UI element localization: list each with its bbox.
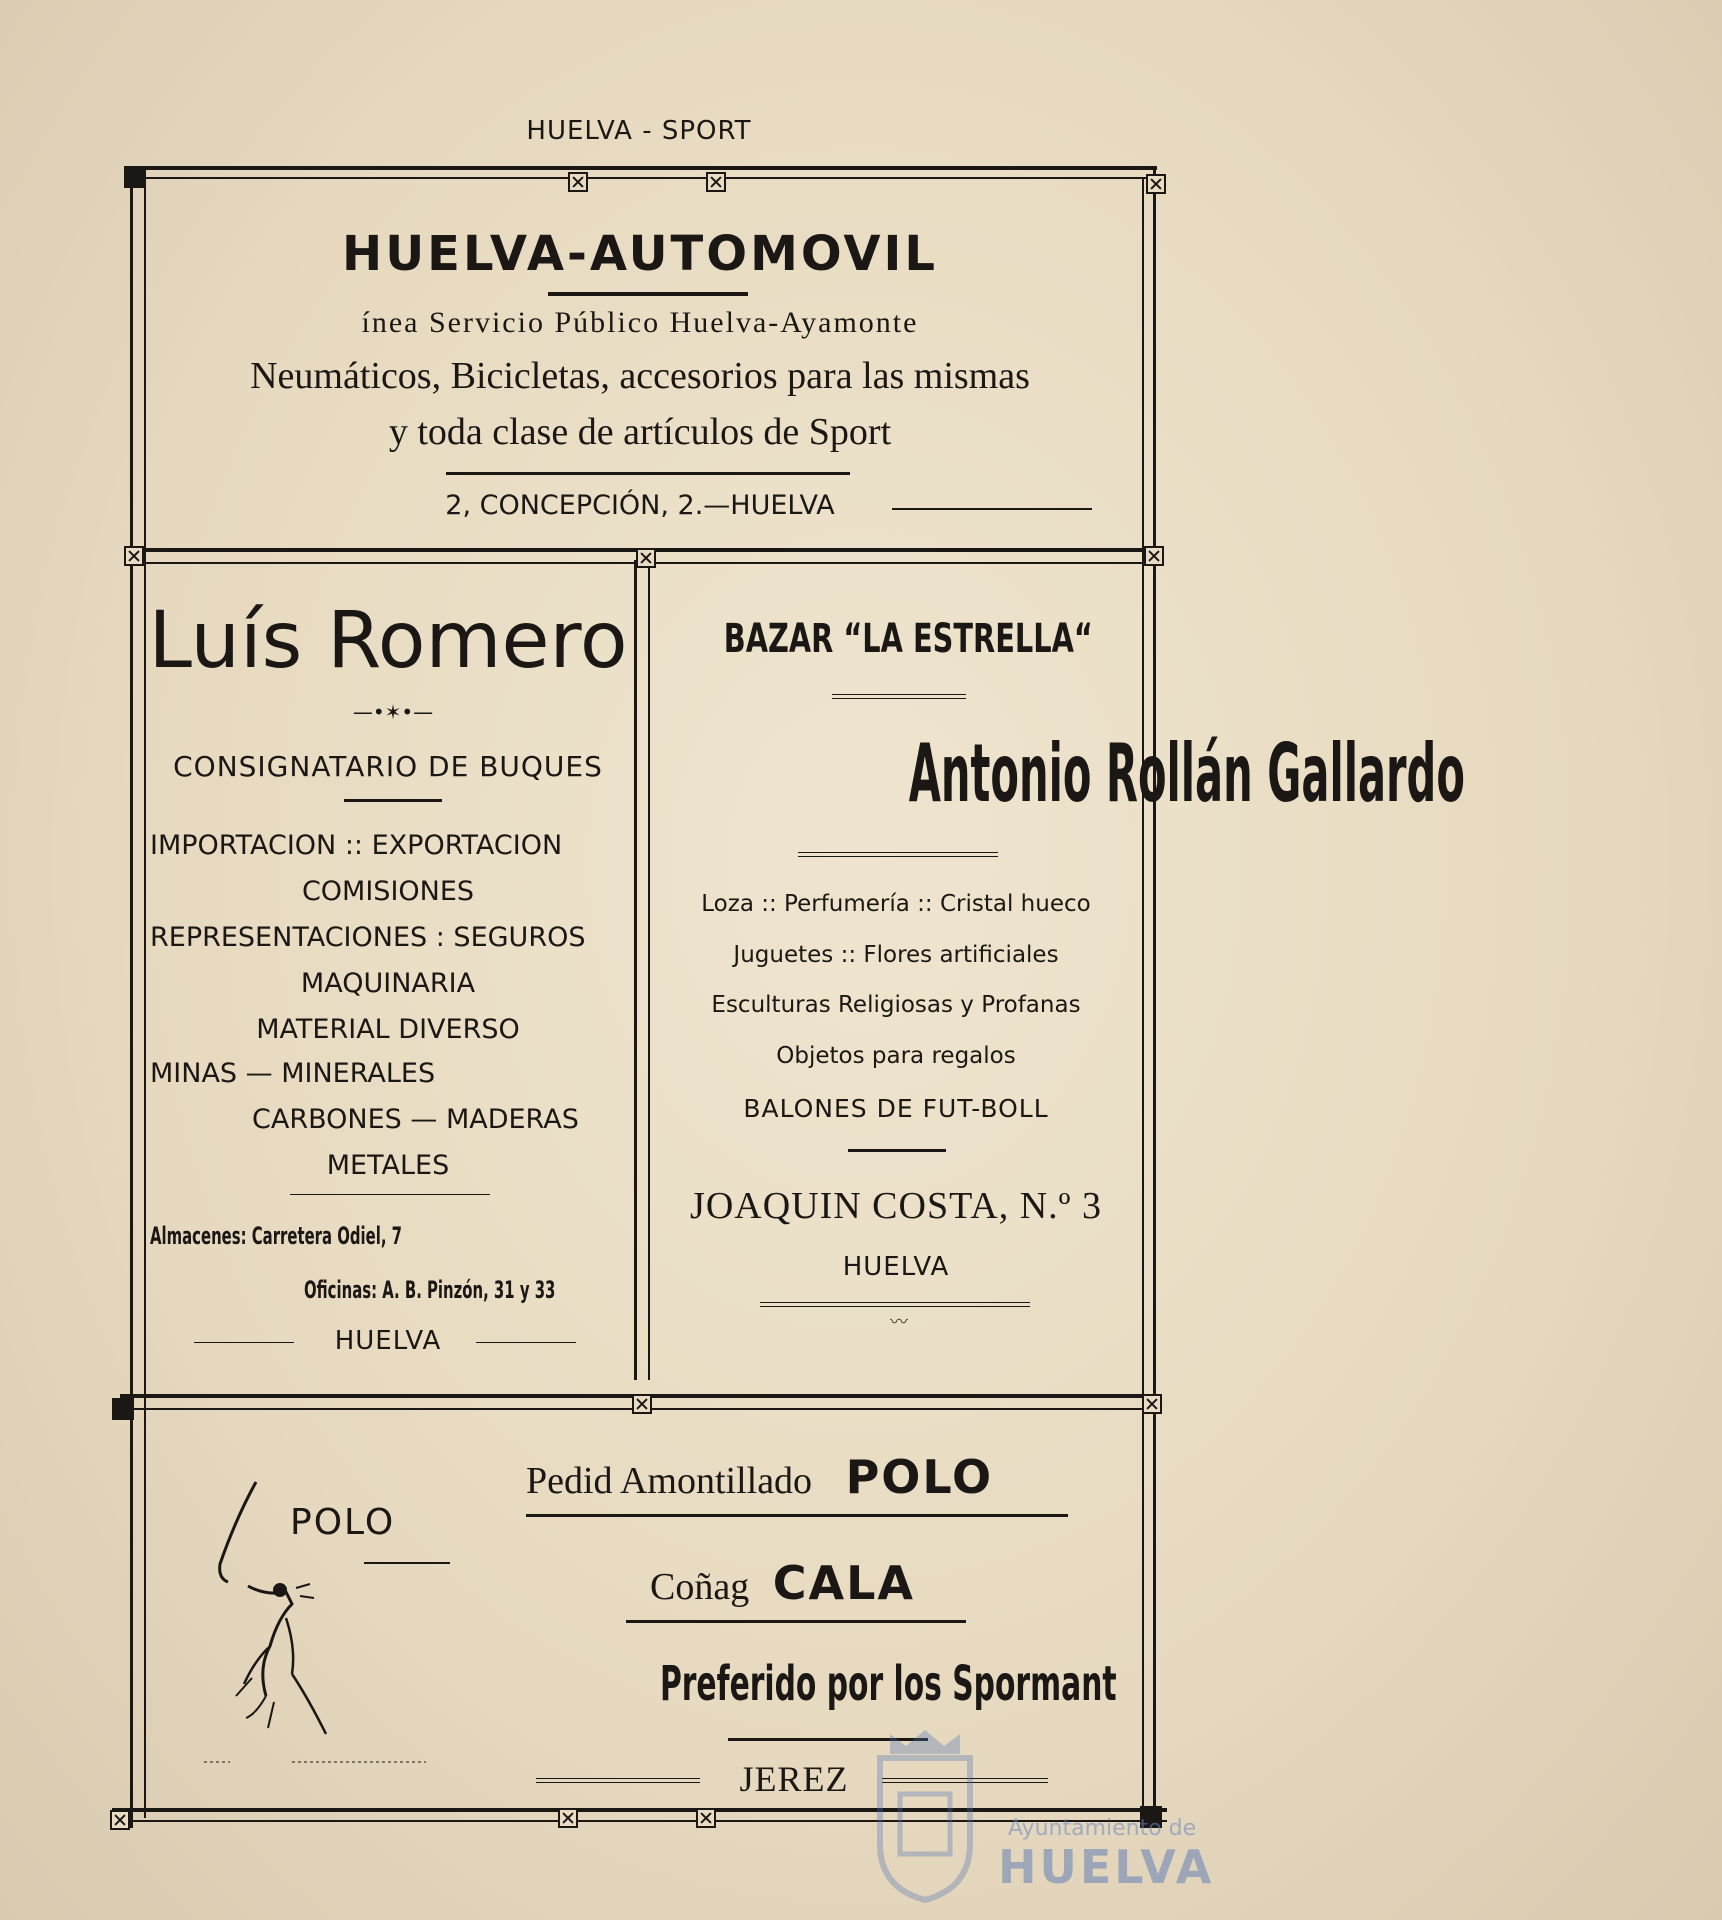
romero-service: REPRESENTACIONES : SEGUROS	[150, 922, 586, 953]
bazar-item: Esculturas Religiosas y Profanas	[711, 992, 1081, 1018]
bazar-city: HUELVA	[842, 1252, 950, 1282]
divider	[290, 1194, 490, 1195]
romero-service: MAQUINARIA	[300, 968, 476, 999]
title-underline	[548, 292, 748, 296]
bazar-title: BAZAR “LA ESTRELLA“	[723, 616, 1093, 662]
polo-brand: POLO	[845, 1450, 994, 1504]
polo-line1: Pedid Amontillado POLO	[526, 1450, 994, 1504]
romero-service: METALES	[326, 1150, 450, 1181]
divider	[832, 694, 966, 695]
romero-service: CARBONES — MADERAS	[252, 1104, 579, 1135]
ornament-divider: 〰	[890, 1312, 908, 1333]
automovil-sport-line: y toda clase de artículos de Sport	[388, 411, 892, 453]
divider	[892, 508, 1092, 510]
polo-logo-text: POLO	[290, 1502, 396, 1543]
cala-line: Coñag CALA	[650, 1556, 915, 1610]
divider	[798, 856, 998, 857]
page-header: HUELVA - SPORT	[526, 116, 752, 146]
bazar-item: BALONES DE FUT-BOLL	[743, 1094, 1049, 1123]
divider	[798, 852, 998, 853]
automovil-address: 2, CONCEPCIÓN, 2.—HUELVA	[445, 490, 835, 521]
cala-brand: CALA	[772, 1556, 915, 1610]
romero-service: IMPORTACION :: EXPORTACION	[150, 830, 563, 861]
automovil-products-line: Neumáticos, Bicicletas, accesorios para las mismas	[250, 355, 1030, 397]
divider	[626, 1620, 966, 1623]
bazar-address: JOAQUIN COSTA, N.º 3	[690, 1185, 1102, 1227]
bazar-item: Juguetes :: Flores artificiales	[733, 942, 1059, 968]
divider	[832, 698, 966, 699]
divider	[760, 1306, 1030, 1307]
watermark-city: HUELVA	[998, 1840, 1215, 1894]
romero-service: COMISIONES	[301, 876, 475, 907]
romero-subtitle: CONSIGNATARIO DE BUQUES	[173, 750, 603, 783]
watermark-text: Ayuntamiento de	[1008, 1816, 1197, 1841]
bazar-item: Objetos para regalos	[776, 1043, 1016, 1069]
divider	[194, 1342, 294, 1343]
divider	[848, 1149, 946, 1152]
romero-offices: Oficinas: A. B. Pinzón, 31 y 33	[304, 1276, 556, 1304]
ornament-divider: —•✶•—	[352, 700, 434, 724]
bazar-owner: Antonio Rollán Gallardo	[908, 727, 1465, 820]
automovil-title: HUELVA-AUTOMOVIL	[342, 226, 938, 282]
divider	[536, 1782, 700, 1783]
romero-service: MINAS — MINERALES	[150, 1058, 436, 1089]
divider	[760, 1302, 1030, 1303]
divider	[536, 1778, 700, 1779]
romero-warehouse: Almacenes: Carretera Odiel, 7	[150, 1222, 403, 1250]
romero-city: HUELVA	[334, 1326, 442, 1356]
automovil-service-line: ínea Servicio Público Huelva-Ayamonte	[361, 306, 919, 339]
watermark-logo	[866, 1724, 984, 1908]
divider	[446, 472, 850, 475]
divider	[476, 1342, 576, 1343]
divider	[364, 1562, 450, 1564]
crest-icon	[866, 1724, 984, 1904]
preferred-line: Preferido por los Spormant	[659, 1656, 1117, 1712]
bazar-item: Loza :: Perfumería :: Cristal hueco	[701, 891, 1091, 917]
romero-service: MATERIAL DIVERSO	[256, 1014, 520, 1045]
divider	[526, 1514, 1068, 1517]
divider	[344, 799, 442, 802]
romero-name: Luís Romero	[148, 596, 628, 686]
jerez-city: JEREZ	[739, 1759, 849, 1799]
